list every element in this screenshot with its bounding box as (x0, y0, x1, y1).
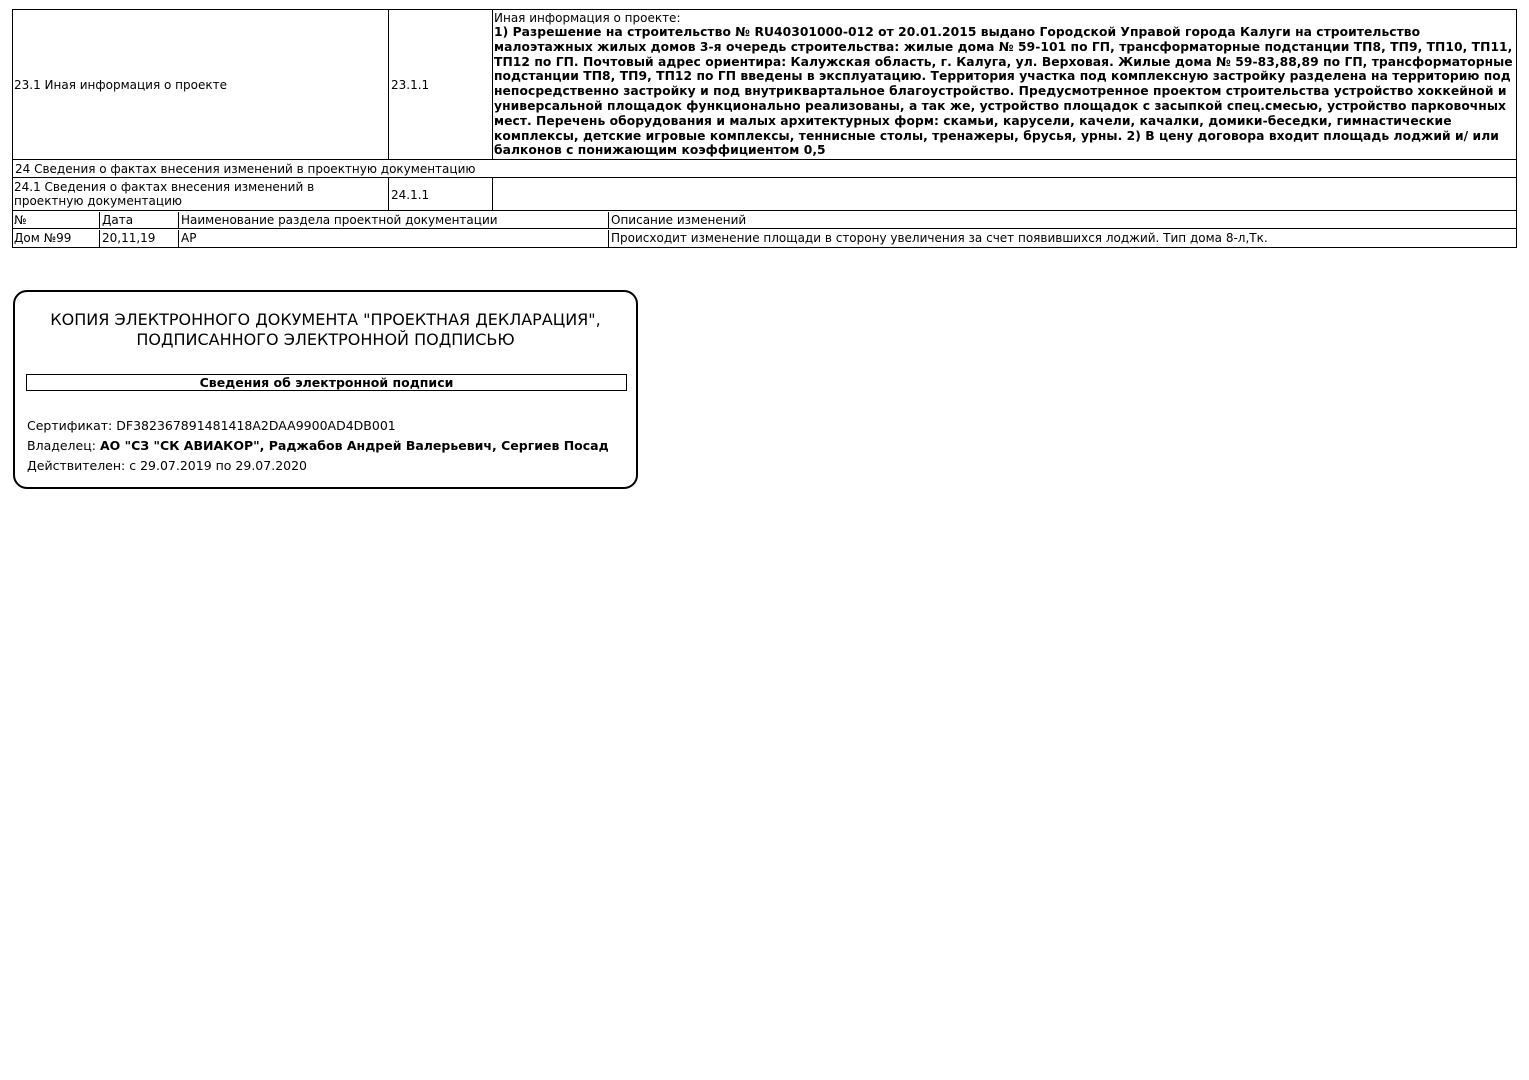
section24-code-cell (389, 178, 493, 211)
section23-info-heading: Иная информация о проекте: (494, 11, 681, 25)
stamp-validity (27, 458, 307, 474)
section24-label: 24.1 Сведения о фактах внесения изменений в проектную документацию (14, 180, 315, 208)
certificate-value: DF382367891481418A2DAA9900AD4DB001 (116, 418, 396, 433)
section23-label: 23.1 Иная информация о проекте (14, 77, 227, 92)
section23-info-cell (493, 10, 1515, 159)
section24-header-row (12, 159, 1517, 178)
section23-code: 23.1.1 (391, 77, 430, 92)
section23-info-body: 1) Разрешение на строительство № RU40301000-012 от 20.01.2015 выдано Городской Управой города Калуги на строительство малоэтажных жилых домов 3-я очередь строительства: жилые дома № 59-101 по ГП, трансформаторные подстанции ТП8, ТП9, ТП10, ТП11, ТП12 по ГП. Почтовый адрес ориентира: Калужская область, г. Калуга, ул. Верховая. Жилые дома № 59-83,88,89 по ГП, трансформаторные подстанции ТП8, ТП9, ТП12 по ГП введены в эксплуатацию. Территория участка под комплексную застройку разделена на территорию под непосредственно застройку и под внутриквартальное благоустройство. Предусмотренное проектом строительства устройство хоккейной и универсальной площадок функционально реализованы, а так же, устройство площадок с засыпкой спец.смесью, устройство парковочных мест. Перечень оборудования и малых архитектурных форм: скамьи, карусели, качели, качалки, домики-беседки, гимнастические комплексы, детские игровые комплексы, теннисные столы, тренажеры, брусья, урны. 2) В цену договора входит площадь лоджий и/ или балконов с понижающим коэффициентом 0,5 (494, 25, 1513, 158)
changes-header-date: Дата (100, 212, 179, 229)
signature-stamp (13, 290, 638, 489)
table-row-date: 20,11,19 (100, 230, 179, 247)
changes-header-description: Описание изменений (611, 213, 747, 227)
valid-label: Действителен: (27, 458, 126, 473)
section23-code-cell (389, 9, 493, 160)
table-row-section: АР (179, 230, 609, 247)
stamp-owner (27, 438, 609, 454)
valid-value: с 29.07.2019 по 29.07.2020 (129, 458, 308, 473)
stamp-title-line1: КОПИЯ ЭЛЕКТРОННОГО ДОКУМЕНТА "ПРОЕКТНАЯ ДЕКЛАРАЦИЯ", (50, 310, 601, 329)
stamp-bar: Сведения об электронной подписи (26, 374, 627, 391)
owner-label: Владелец: (27, 438, 96, 453)
changes-header-number: № (12, 212, 100, 229)
section24-label-cell (12, 178, 389, 211)
section23-label-cell (12, 9, 389, 160)
certificate-label: Сертификат: (27, 418, 113, 433)
section24-value-cell (493, 178, 1517, 211)
stamp-title (15, 310, 636, 350)
owner-value: АО "СЗ "СК АВИАКОР", Раджабов Андрей Валерьевич, Сергиев Посад (99, 438, 609, 453)
table-row-description: Происходит изменение площади в сторону увеличения за счет появившихся лоджий. Тип дома 8-л,Тк. (611, 231, 1268, 245)
section24-code: 24.1.1 (391, 187, 430, 202)
section24-header: 24 Сведения о фактах внесения изменений в проектную документацию (15, 162, 476, 176)
changes-header-section: Наименование раздела проектной документации (179, 212, 609, 229)
table-row-number: Дом №99 (12, 230, 100, 247)
stamp-title-line2: ПОДПИСАННОГО ЭЛЕКТРОННОЙ ПОДПИСЬЮ (136, 330, 515, 349)
stamp-certificate (27, 418, 396, 434)
